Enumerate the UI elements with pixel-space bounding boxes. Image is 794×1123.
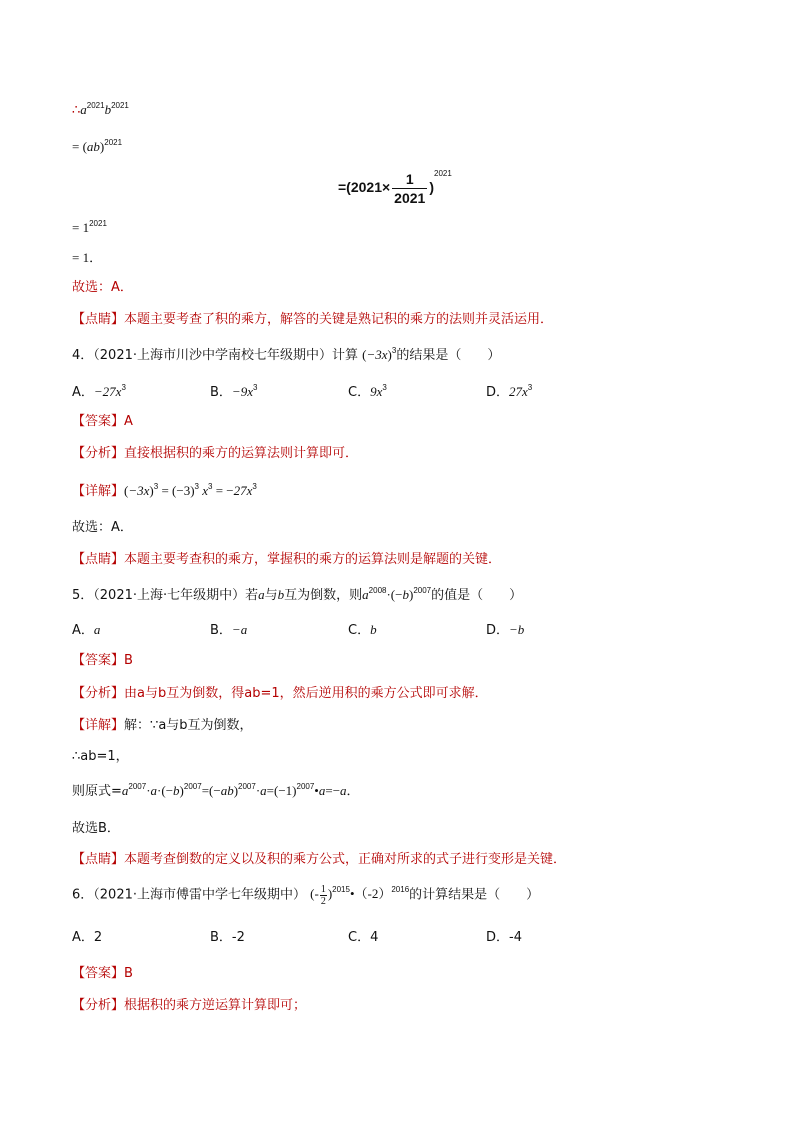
q5-expression: $a^{2008}\cdot(-b)^{2007}$: [362, 586, 432, 602]
q6-option-b[interactable]: B．-2: [210, 930, 245, 945]
q6-stem: 6．（2021·上海市傅雷中学七年级期中） (- $\frac{1}{2}$ )$^{2015}•(-2)^{2016}$的计算结果是（ ）: [72, 884, 540, 907]
q4-choose: 故选：A．: [72, 520, 133, 535]
q5-choose: 故选B．: [72, 821, 120, 836]
q4-answer: 【答案】A: [72, 414, 133, 429]
q6-option-d[interactable]: D．-4: [486, 930, 522, 945]
q4-option-b[interactable]: B．$-9x^3$: [210, 383, 258, 400]
q5-step3-expression: $a^{2007}\cdot a\cdot(-b)^{2007}=(-ab)^{2007}\cdot a=(-1)^{2007}•a=-a$．: [121, 782, 360, 798]
q5-option-d[interactable]: D．−b: [486, 622, 525, 638]
q6-analysis: 【分析】根据积的乘方逆运算计算即可；: [72, 998, 307, 1013]
q4-analysis: 【分析】直接根据积的乘方的运算法则计算即可．: [72, 446, 359, 461]
q5-step3: 则原式$=a^{2007}\cdot a\cdot(-b)^{2007}=(-ab)^{2007}\cdot a=(-1)^{2007}•a=-a$．: [72, 782, 360, 799]
q5-analysis: 【分析】由a与b互为倒数，得ab=1，然后逆用积的乘方公式即可求解．: [72, 686, 488, 701]
fraction-1-2021: $\frac{1}{2021}$: [394, 171, 426, 206]
q4-detail: 【详解】$(-3x)^3 = (-3)^3$ $x^3 = -27x^3$: [72, 482, 257, 499]
q5-answer: 【答案】B: [72, 653, 133, 668]
q5-option-c[interactable]: C．b: [348, 622, 377, 638]
therefore-symbol: ∴: [72, 103, 81, 118]
q6-answer: 【答案】B: [72, 966, 133, 981]
q4-option-a[interactable]: A．$-27x^3$: [72, 383, 126, 400]
q5-stem: 5．（2021·上海·七年级期中）若a与b互为倒数，则$a^{2008}\cdot(-b)^{2007}$的值是（ ）: [72, 586, 523, 603]
q5-option-b[interactable]: B．−a: [210, 622, 248, 638]
step-result: = 1．: [72, 250, 103, 265]
q5-step2: ∴ab=1，: [72, 749, 129, 764]
prev-choose: 故选：A．: [72, 280, 133, 295]
q4-comment: 【点睛】本题主要考查积的乘方，掌握积的乘方的运算法则是解题的关键．: [72, 552, 502, 567]
q4-stem: 4．（2021·上海市川沙中学南校七年级期中）计算 $(-3x)^3$的结果是（ ）: [72, 346, 501, 363]
q5-detail: 【详解】解：∵a与b互为倒数，: [72, 718, 253, 733]
step-ab-power: = (ab)$^{2021}$: [72, 138, 123, 154]
q4-option-c[interactable]: C．$9x^3$: [348, 383, 387, 400]
q4-option-d[interactable]: D．$27x^3$: [486, 383, 533, 400]
q4-detail-expression: $(-3x)^3 = (-3)^3$ $x^3 = -27x^3$: [124, 482, 257, 498]
step-therefore: [72, 100, 129, 121]
q4-expression: $(-3x)^3$: [362, 346, 397, 362]
q6-expression: (- $\frac{1}{2}$ )$^{2015}•(-2)^{2016}$: [310, 884, 410, 907]
step-one-power: = $1^{2021}$: [72, 219, 107, 235]
expr-a2021b2021: $a^{2021}b^{2021}$: [80, 101, 129, 117]
step-fraction-power: =(2021× $\frac{1}{2021}$ )$^{2021}$: [338, 169, 452, 206]
q5-comment: 【点睛】本题考查倒数的定义以及积的乘方公式，正确对所求的式子进行变形是关键．: [72, 852, 567, 867]
prev-comment: 【点睛】本题主要考查了积的乘方，解答的关键是熟记积的乘方的法则并灵活运用．: [72, 312, 554, 327]
q6-option-c[interactable]: C．4: [348, 930, 379, 945]
q5-option-a[interactable]: A．a: [72, 622, 101, 638]
q6-option-a[interactable]: A．2: [72, 930, 103, 945]
